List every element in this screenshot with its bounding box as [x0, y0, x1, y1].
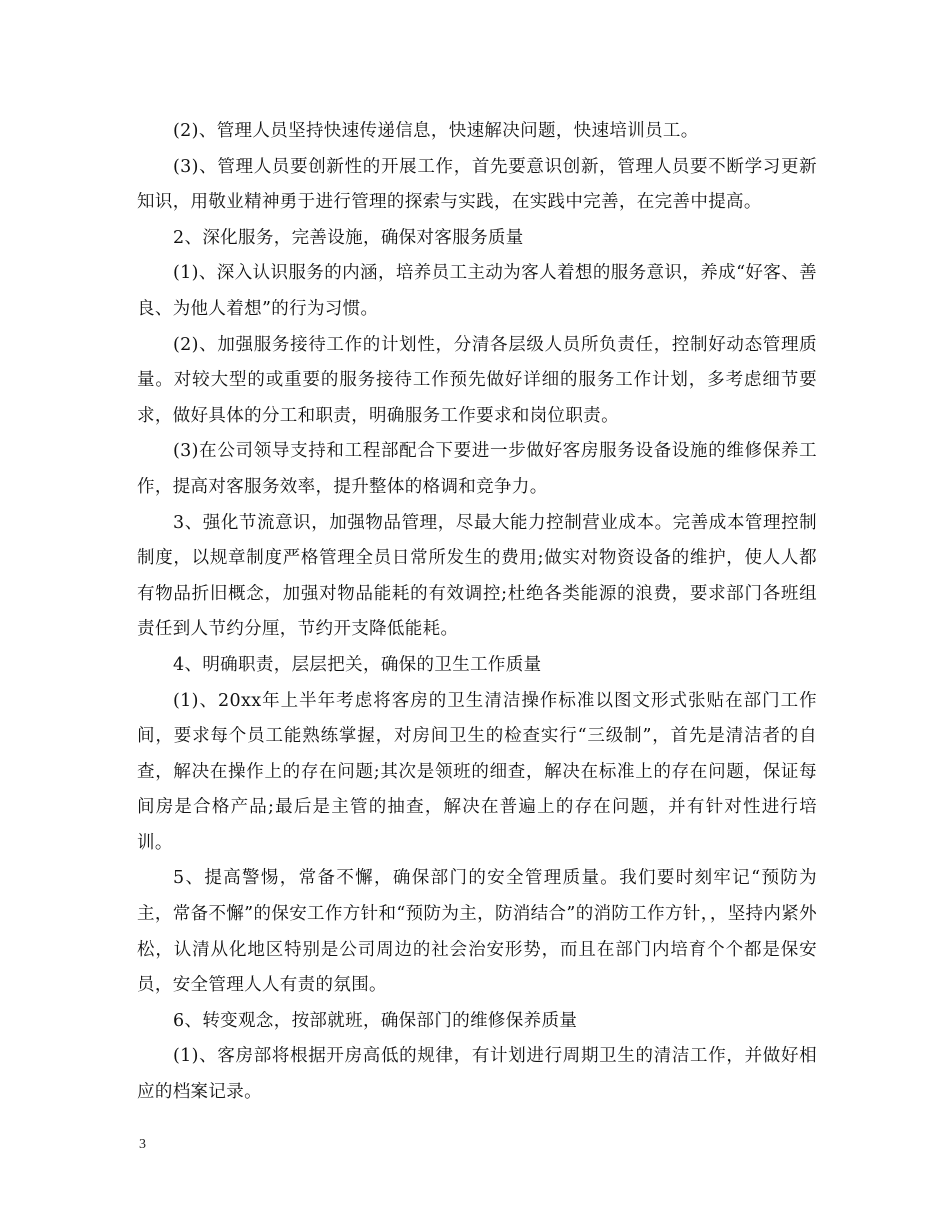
heading-service-quality: 2、深化服务，完善设施，确保对客服务质量 [173, 227, 524, 248]
paragraph-service-awareness: (1)、深入认识服务的内涵，培养员工主动为客人着想的服务意识，养成“好客、善良、为他人着想”的行为习惯。 [137, 263, 817, 319]
document-body [137, 114, 817, 1111]
paragraph-cleaning-standard: (1)、20xx年上半年考虑将客房的卫生清洁操作标准以图文形式张贴在部门工作间，要求每个员工能熟练掌握，对房间卫生的检查实行“三级制”，首先是清洁者的自查，解决在操作上的存在问题;其次是领班的细查，解决在标准上的存在问题，保证每间房是合格产品;最后是主管的抽查，解决在普遍上的存在问题，并有针对性进行培训。 [137, 690, 817, 853]
paragraph-equipment-maintenance: (3)在公司领导支持和工程部配合下要进一步做好客房服务设备设施的维修保养工作，提高对客服务效率，提升整体的格调和竞争力。 [137, 441, 817, 497]
heading-hygiene-quality: 4、明确职责，层层把关，确保的卫生工作质量 [173, 654, 542, 675]
paragraph-management-info: (2)、管理人员坚持快速传递信息，快速解决问题，快速培训员工。 [173, 121, 699, 141]
paragraph-cost-control: 3、强化节流意识，加强物品管理，尽最大能力控制营业成本。完善成本管理控制制度，以规章制度严格管理全员日常所发生的费用;做实对物资设备的维护，使人人都有物品折旧概念，加强对物品能耗的有效调控;杜绝各类能源的浪费，要求部门各班组责任到人节约分厘，节约开支降低能耗。 [137, 512, 817, 640]
page-number: 3 [139, 1137, 146, 1152]
paragraph-periodic-cleaning: (1)、客房部将根据开房高低的规律，有计划进行周期卫生的清洁工作，并做好相应的档案记录。 [137, 1046, 817, 1103]
paragraph-service-planning: (2)、加强服务接待工作的计划性，分清各层级人员所负责任，控制好动态管理质量。对较大型的或重要的服务接待工作预先做好详细的服务工作计划，多考虑细节要求，做好具体的分工和职责，明确服务工作要求和岗位职责。 [137, 334, 817, 426]
heading-maintenance-quality: 6、转变观念，按部就班，确保部门的维修保养质量 [173, 1010, 578, 1031]
paragraph-security-management: 5、提高警惕，常备不懈，确保部门的安全管理质量。我们要时刻牢记“预防为主，常备不懈”的保安工作方针和“预防为主，防消结合”的消防工作方针，，坚持内紧外松，认清从化地区特别是公司周边的社会治安形势，而且在部门内培育个个都是保安员，安全管理人人有责的氛围。 [137, 868, 817, 996]
paragraph-management-innovation: (3)、管理人员要创新性的开展工作，首先要意识创新，管理人员要不断学习更新知识，用敬业精神勇于进行管理的探索与实践，在实践中完善，在完善中提高。 [137, 156, 817, 213]
